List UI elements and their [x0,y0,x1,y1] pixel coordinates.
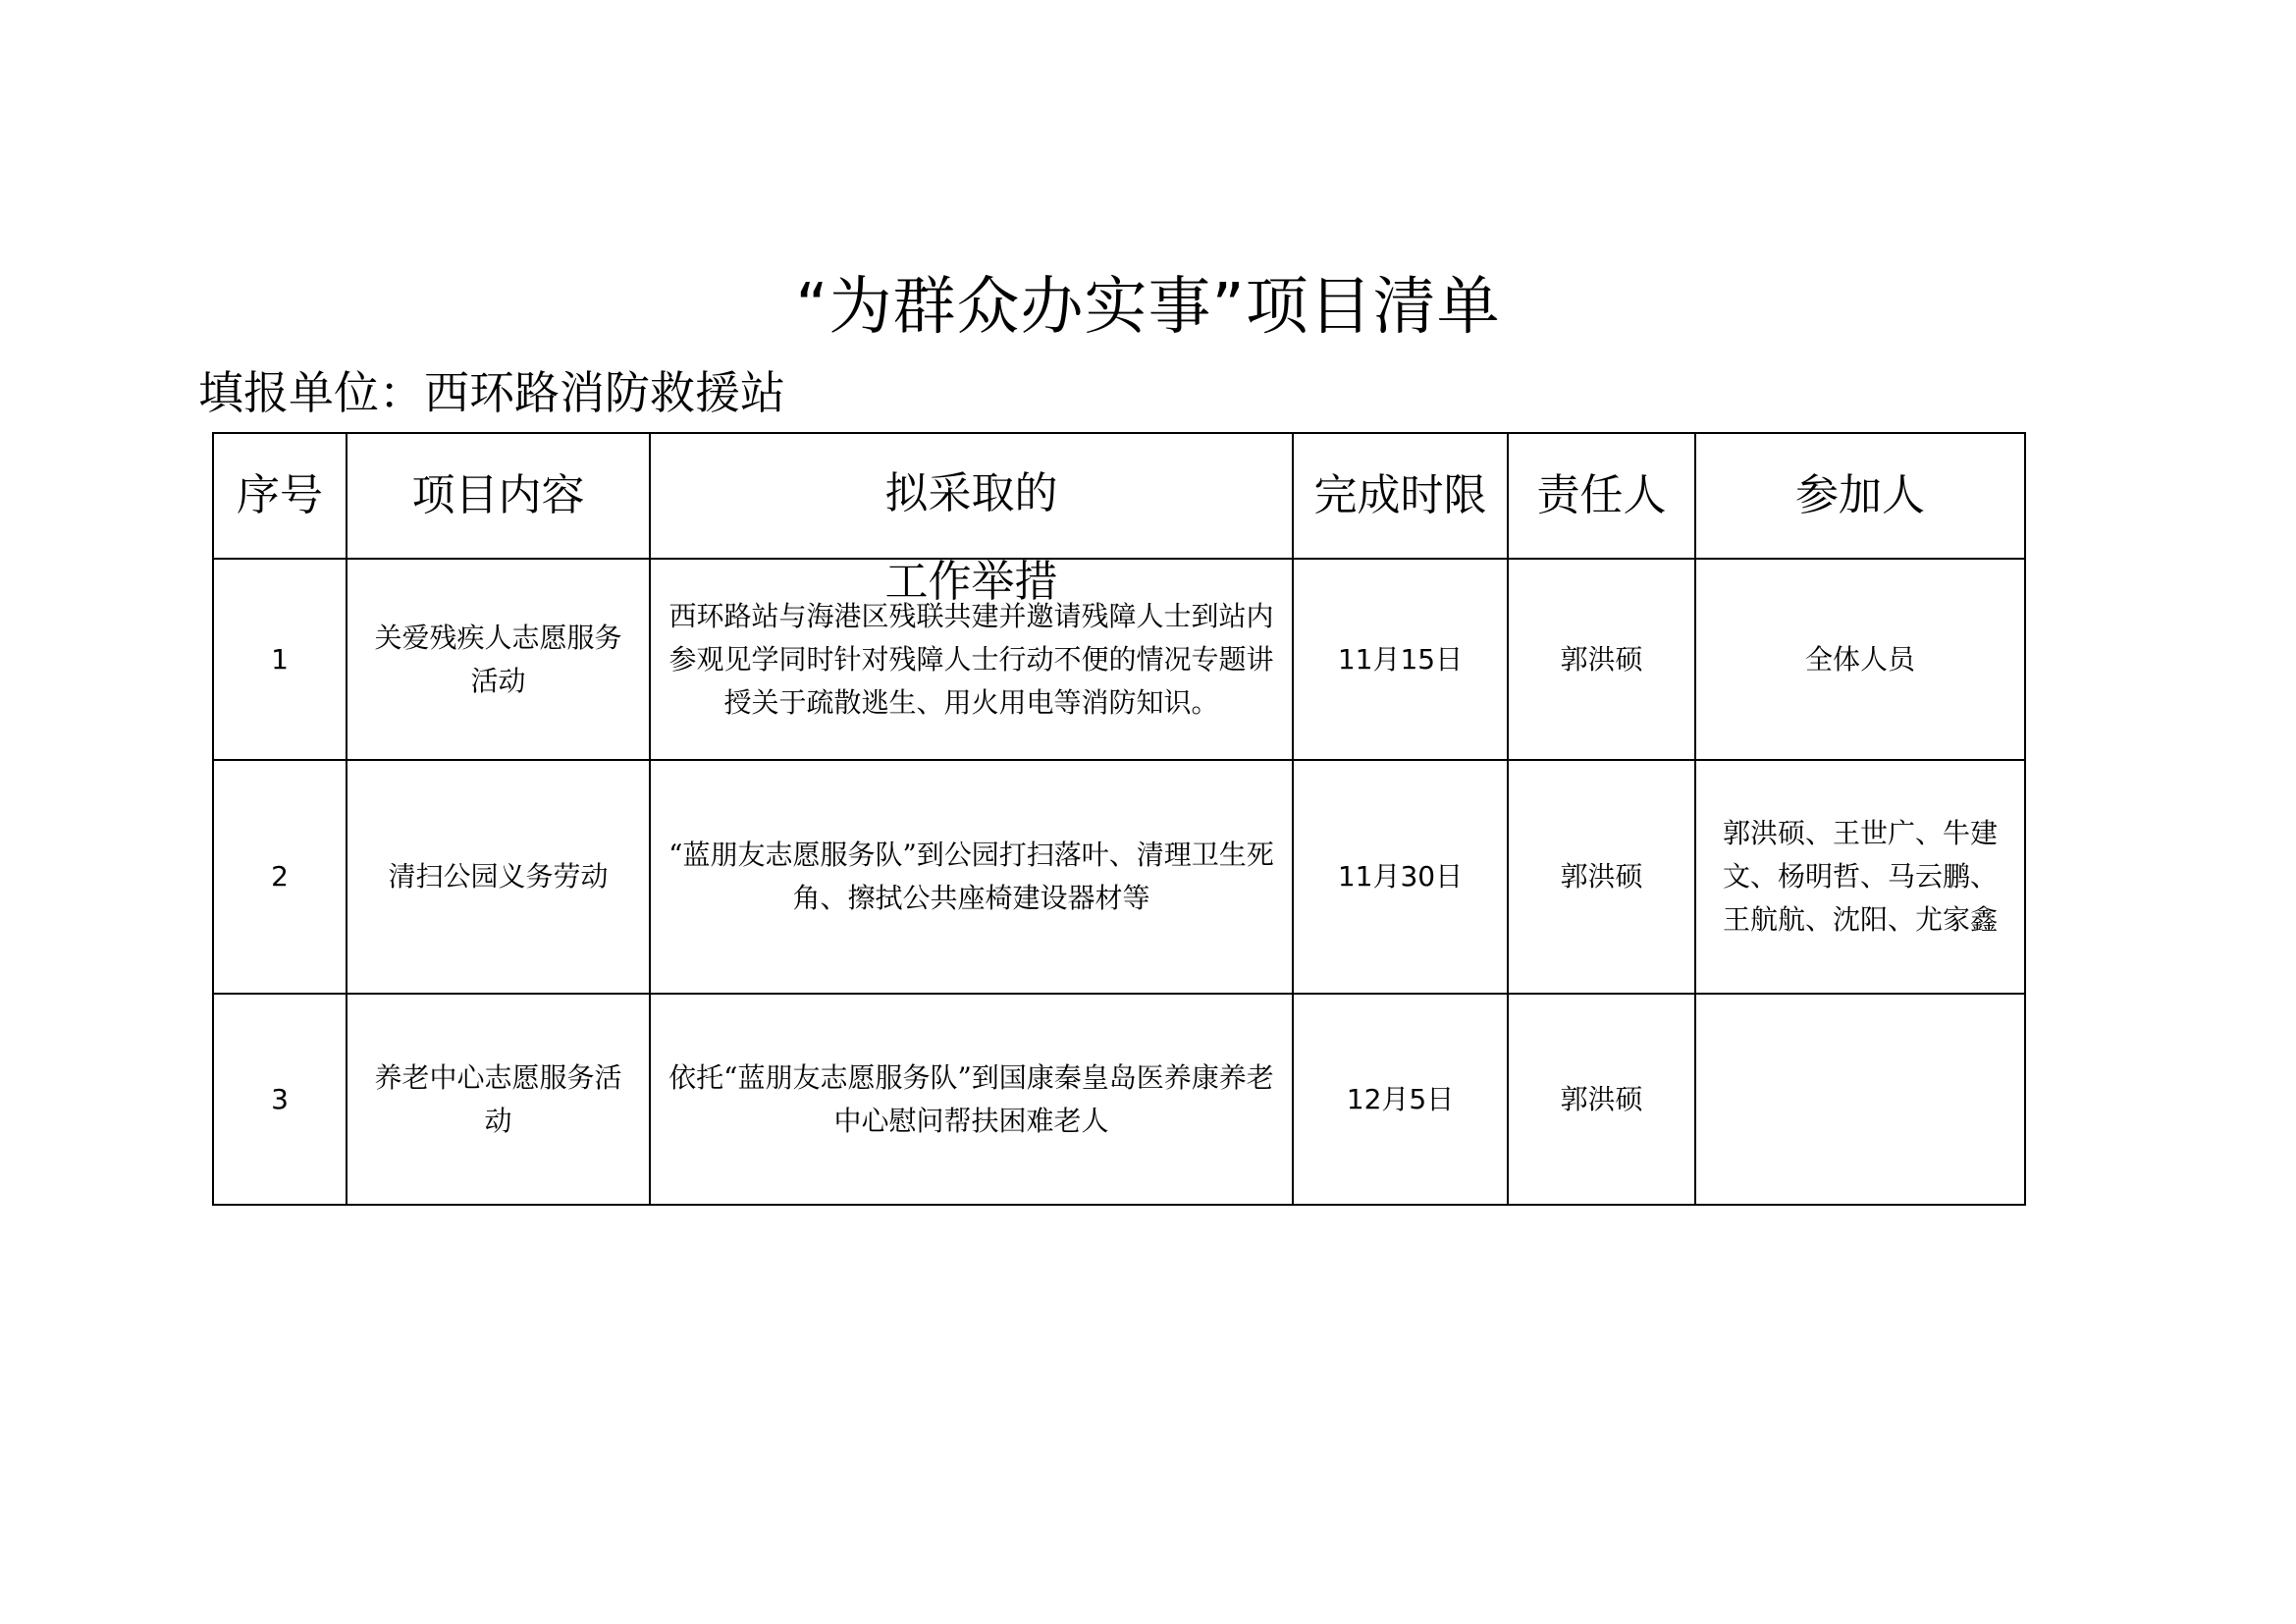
cell-deadline: 12月5日 [1293,994,1508,1205]
cell-responsible: 郭洪硕 [1508,559,1695,760]
cell-seq: 1 [213,559,347,760]
cell-deadline: 11月30日 [1293,760,1508,994]
header-deadline: 完成时限 [1293,433,1508,559]
table-header-row [213,433,2025,559]
cell-participants-text: 郭洪硕、王世广、牛建文、杨明哲、马云鹏、王航航、沈阳、尤家鑫 [1722,817,1998,936]
project-table [212,432,2026,1206]
cell-seq: 3 [213,994,347,1205]
header-responsible: 责任人 [1508,433,1695,559]
header-seq: 序号 [213,433,347,559]
cell-responsible: 郭洪硕 [1508,994,1695,1205]
cell-content-text: 清扫公园义务劳动 [388,860,609,893]
header-participants: 参加人 [1695,433,2025,559]
cell-content [347,760,650,994]
cell-participants [1695,559,2025,760]
cell-seq: 2 [213,760,347,994]
reporting-unit: 填报单位：西环路消防救援站 [198,366,785,419]
cell-content [347,559,650,760]
cell-measures-text: 依托“蓝朋友志愿服务队”到国康秦皇岛医养康养老中心慰问帮扶困难老人 [668,1060,1274,1137]
table-row [213,994,2025,1205]
cell-measures [650,994,1293,1205]
table-row [213,760,2025,994]
cell-content [347,994,650,1205]
header-measures-line1: 拟采取的 [884,468,1058,518]
cell-participants [1695,760,2025,994]
cell-responsible: 郭洪硕 [1508,760,1695,994]
cell-content-text: 养老中心志愿服务活动 [374,1060,622,1137]
cell-participants-text: 全体人员 [1804,642,1915,676]
cell-measures [650,760,1293,994]
header-measures-line2: 工作举措 [884,557,1058,607]
cell-measures-text: 西环路站与海港区残联共建并邀请残障人士到站内参观见学同时针对残障人士行动不便的情况专题讲授关于疏散逃生、用火用电等消防知识。 [668,599,1274,719]
header-content: 项目内容 [347,433,650,559]
cell-participants [1695,994,2025,1205]
cell-deadline: 11月15日 [1293,559,1508,760]
header-measures [650,433,1293,607]
cell-measures-text: “蓝朋友志愿服务队”到公园打扫落叶、清理卫生死角、擦拭公共座椅建设器材等 [668,839,1274,914]
document-title: “为群众办实事”项目清单 [795,271,1501,344]
cell-content-text: 关爱残疾人志愿服务活动 [374,621,622,697]
header-measures-text [651,450,1292,626]
